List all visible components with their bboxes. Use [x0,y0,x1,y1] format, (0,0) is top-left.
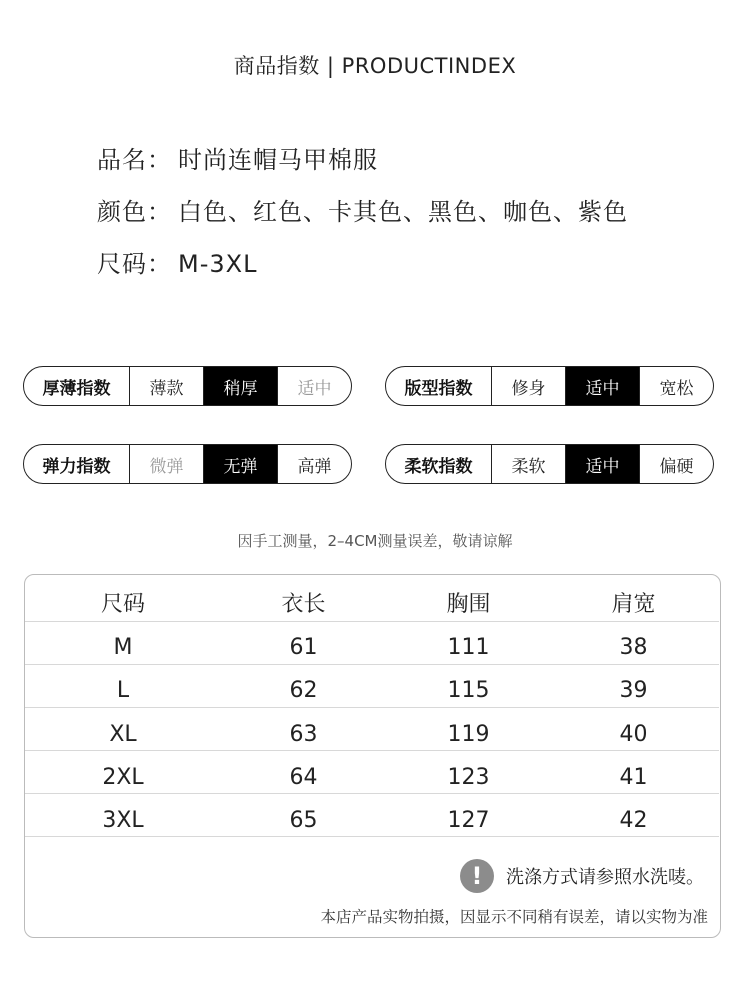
cell-shoulder: 41 [619,765,648,790]
cell-chest: 123 [447,765,490,790]
softness-index-label: 柔软指数 [386,445,492,483]
product-color-label: 颜色： [97,198,172,226]
softness-option-soft: 柔软 [492,445,566,483]
thickness-index [23,366,352,406]
cell-shoulder: 38 [619,635,648,660]
measurement-note: 因手工测量，2–4CM测量误差，敬请谅解 [237,532,513,550]
row-divider [25,707,719,708]
elasticity-option-high: 高弹 [297,456,332,477]
header-shoulder: 肩宽 [611,592,656,617]
elasticity-index-label: 弹力指数 [24,445,130,483]
thickness-index-label: 厚薄指数 [24,367,130,405]
cell-length: 63 [289,722,318,747]
wash-instruction-text: 洗涤方式请参照水洗唛。 [506,867,704,888]
header-size: 尺码 [100,592,145,617]
thickness-option-medium: 适中 [297,378,332,399]
page-title: 商品指数 | PRODUCTINDEX [233,54,517,78]
product-size-label: 尺码： [97,250,172,278]
thickness-option-slightly-thick: 稍厚 [204,367,278,405]
cell-shoulder: 40 [619,722,648,747]
cell-shoulder: 42 [619,808,648,833]
row-divider [25,836,719,837]
elasticity-index [23,444,352,484]
product-name-line [97,140,378,175]
product-size-value: M-3XL [178,250,258,278]
fit-option-regular: 适中 [566,367,640,405]
table-header-row [25,583,719,626]
softness-index [385,444,714,484]
row-divider [25,750,719,751]
cell-shoulder: 39 [619,678,648,703]
softness-option-medium: 适中 [566,445,640,483]
product-size-line [97,244,257,279]
table-row [25,626,719,669]
fit-option-slim: 修身 [492,367,566,405]
thickness-option-thin: 薄款 [130,367,204,405]
product-name-label: 品名： [97,146,172,174]
row-divider [25,793,719,794]
product-name-value: 时尚连帽马甲棉服 [178,146,378,174]
header-chest: 胸围 [446,592,491,617]
cell-size: 3XL [102,808,144,833]
product-color-value: 白色、红色、卡其色、黑色、咖色、紫色 [178,198,628,226]
softness-option-stiff: 偏硬 [659,456,694,477]
cell-length: 64 [289,765,318,790]
elasticity-option-slight: 微弹 [130,445,204,483]
exclamation-icon: ! [460,859,494,893]
row-divider [25,621,719,622]
elasticity-option-none: 无弹 [204,445,278,483]
cell-chest: 127 [447,808,490,833]
fit-index-label: 版型指数 [386,367,492,405]
cell-chest: 119 [447,722,490,747]
cell-size: M [113,635,133,660]
cell-length: 62 [289,678,318,703]
cell-chest: 111 [447,635,490,660]
cell-size: L [116,678,130,703]
cell-length: 65 [289,808,318,833]
wash-instruction [460,859,704,893]
row-divider [25,664,719,665]
product-color-line [97,192,628,227]
size-table [24,574,721,938]
cell-chest: 115 [447,678,490,703]
fit-index [385,366,714,406]
cell-size: XL [109,722,137,747]
cell-length: 61 [289,635,318,660]
header-length: 衣长 [281,592,326,617]
fit-option-loose: 宽松 [659,378,694,399]
cell-size: 2XL [102,765,144,790]
table-row [25,669,719,712]
disclaimer-text: 本店产品实物拍摄，因显示不同稍有误差，请以实物为准 [320,908,708,926]
